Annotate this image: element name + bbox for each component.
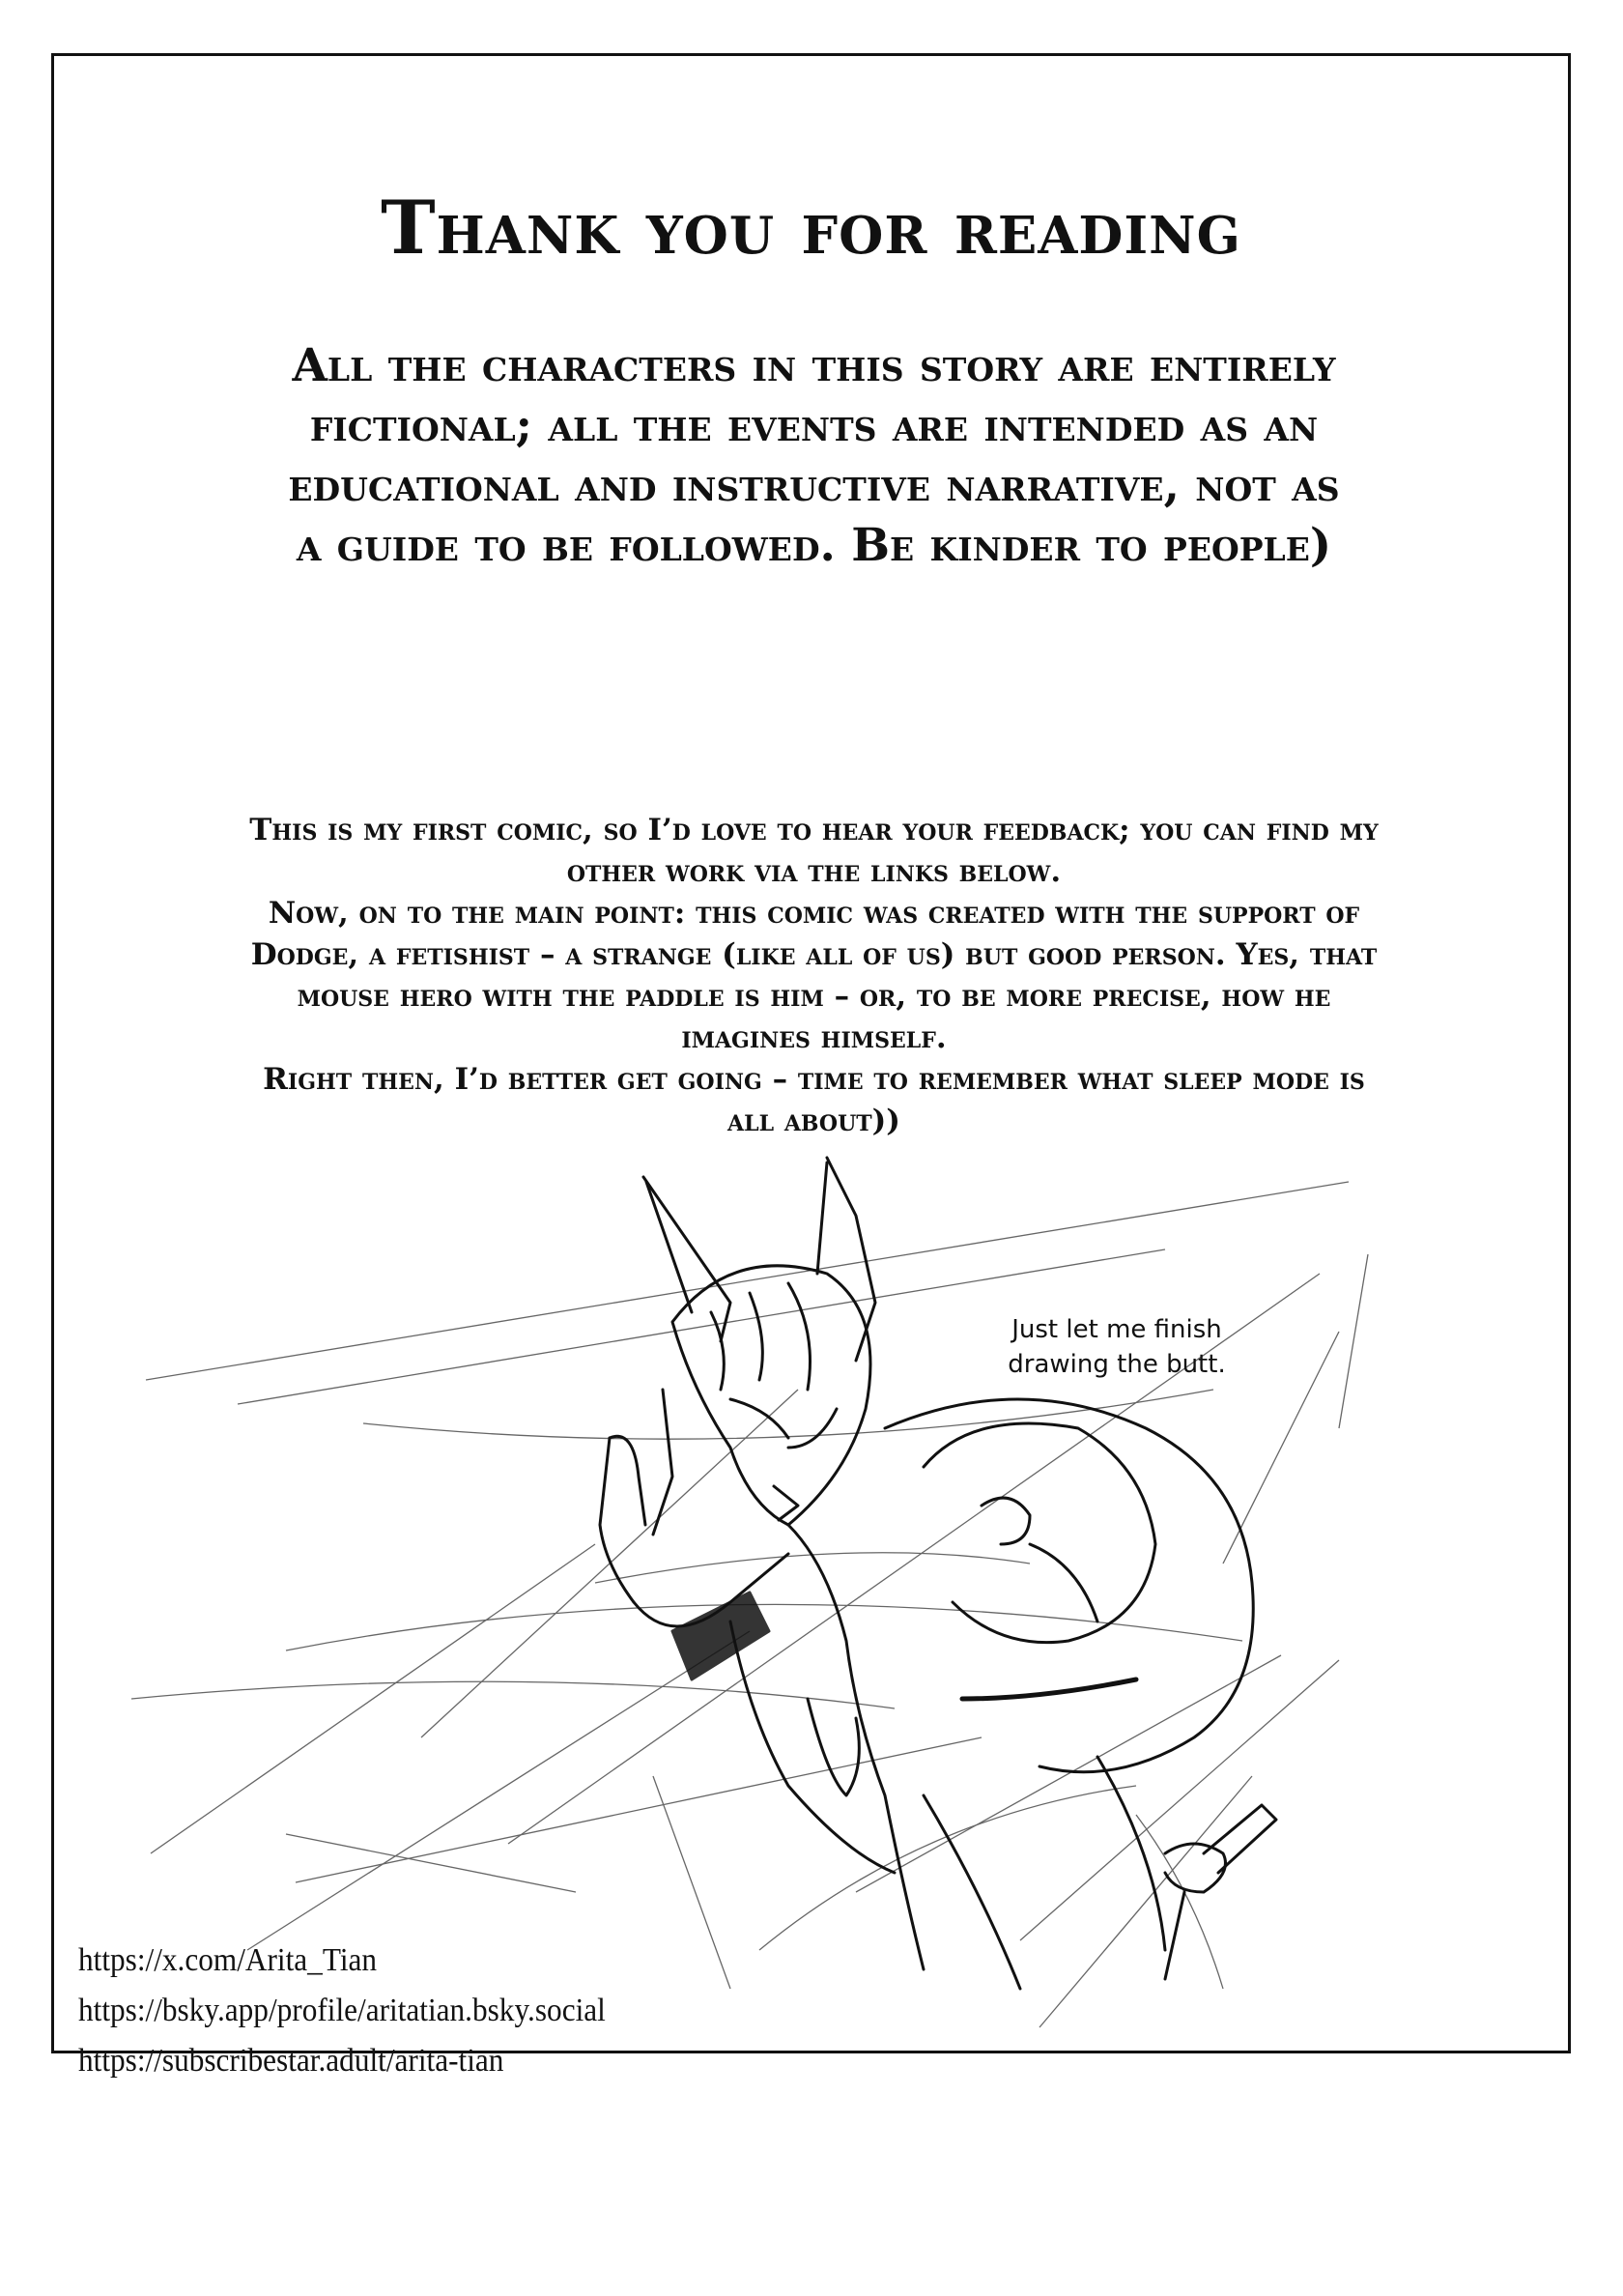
character-sketch-illustration [54,56,1574,2056]
link-bluesky[interactable]: https://bsky.app/profile/aritatian.bsky.social [78,1993,606,2028]
link-subscribestar[interactable]: https://subscribestar.adult/arita-tian [78,2043,504,2079]
note-line: mouse hero with the paddle is him – or, to be more precise, how he [297,979,1331,1014]
social-links [78,1936,651,2086]
note-line: other work via the links below. [566,854,1062,889]
note-line: all about)) [727,1104,900,1138]
note-line: This is my first comic, so I’d love to hear your feedback; you can find my [249,813,1379,847]
note-line: Right then, I’d better get going – time to remember what sleep mode is [263,1062,1365,1097]
link-x[interactable]: https://x.com/Arita_Tian [78,1942,378,1978]
note-line: imagines himself. [681,1020,947,1055]
speech-line: drawing the butt. [1008,1350,1226,1379]
speech-line: Just let me finish [1011,1315,1222,1344]
note-line: Now, on to the main point: this comic was created with the support of [268,896,1360,931]
character-sketch [600,1158,1276,1989]
speech-bubble-text [962,1312,1271,1382]
note-line: Dodge, a fetishist – a strange (like all of us) but good person. Yes, that [250,937,1378,972]
disclaimer-line: All the characters in this story are entirely [292,339,1336,392]
disclaimer-line: educational and instructive narrative, not as [288,459,1340,512]
disclaimer-line: a guide to be followed. Be kinder to people) [296,519,1332,572]
page-title: Thank you for reading [381,185,1241,271]
page-frame [51,53,1571,2079]
disclaimer-line: fictional; all the events are intended as an [309,399,1319,452]
